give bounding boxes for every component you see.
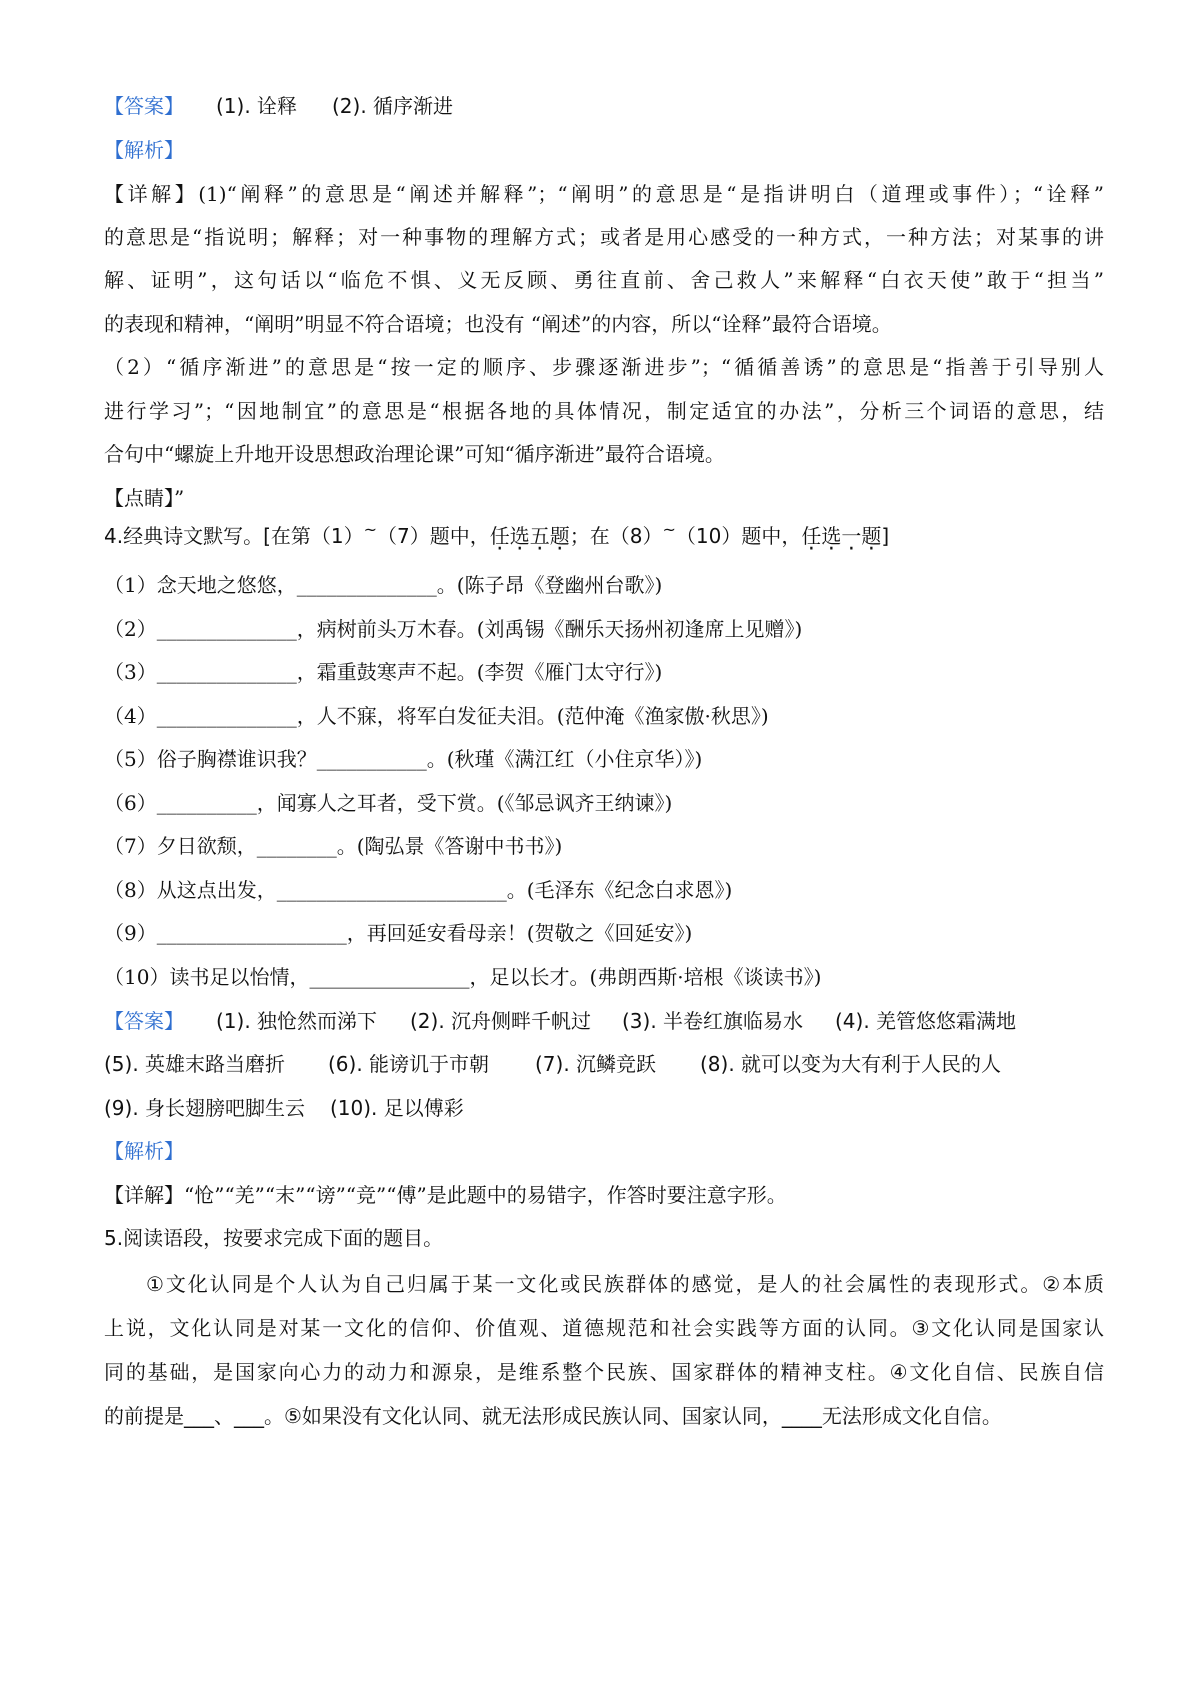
q4-answer-tag: 【答案】 [104,1009,184,1033]
q4-answer-4: (4). 羌管悠悠霜满地 [835,1009,1017,1033]
q4-answer-9: (9). 身长翅膀吧脚生云 [104,1096,306,1120]
emphasis-char: 选 [821,524,842,548]
q4-item-5: （5）俗子胸襟谁识我？___________。(秋瑾《满江红（小住京华）》) [104,747,703,771]
q4-item-1: （1）念天地之悠悠，______________。(陈子昂《登幽州台歌》) [104,573,663,597]
q4-answer-1: (1). 独怆然而涕下 [216,1009,378,1033]
q4-item-2: （2）______________，病树前头万木春。(刘禹锡《酬乐天扬州初逢席上见赠》) [104,617,803,641]
q5-paragraph-line-3: 同的基础，是国家向心力的动力和源泉，是维系整个民族、国家群体的精神支柱。④文化自信、民族自信 [104,1360,1104,1384]
q4-item-9: （9）___________________，再回延安看母亲！(贺敬之《回延安》) [104,921,693,945]
q4-tilde-2: ~ [662,520,676,539]
q3-detail-line-6: 进行学习”；“因地制宜”的意思是“根据各地的具体情况，制定适宜的办法”，分析三个词语的意思，结 [104,399,1104,423]
q4-answer-8: (8). 就可以变为大有利于人民的人 [700,1052,1002,1076]
q4-answer-10: (10). 足以傅彩 [330,1096,464,1120]
emphasis-char: 任 [801,524,822,548]
q3-answer-tag: 【答案】 [104,94,184,118]
q3-detail-line-4: 的表现和精神，“阐明”明显不符合语境；也没有 “阐述”的内容，所以“诠释”最符合语境。 [104,312,892,336]
q4-detail: 【详解】“怆”“羌”“末”“谤”“竞”“傅”是此题中的易错字，作答时要注意字形。 [104,1183,787,1207]
q3-detail-line-1: 【详解】(1)“阐释”的意思是“阐述并解释”；“阐明”的意思是“是指讲明白（道理或事件）；“诠释” [104,182,1104,206]
emphasis-char: 一 [841,524,862,548]
q4-answer-7: (7). 沉鳞竞跃 [535,1052,657,1076]
q4-title [104,522,1104,552]
q4-title-part-1: 4.经典诗文默写。[在第（1） [104,524,364,548]
q4-answer-6: (6). 能谤讥于市朝 [328,1052,490,1076]
emphasis-char: 题 [549,524,570,548]
q4-choose-one [801,524,881,548]
q4-item-3: （3）______________，霜重鼓寒声不起。(李贺《雁门太守行》) [104,660,663,684]
q4-item-6: （6）__________，闻寡人之耳者，受下赏。(《邹忌讽齐王纳谏》) [104,791,673,815]
q4-title-part-5: ] [881,524,890,548]
q3-detail-line-3: 解、证明”，这句话以“临危不惧、义无反顾、勇往直前、舍己救人”来解释“白衣天使”敢于“担当” [104,268,1104,292]
q3-analysis-tag: 【解析】 [104,138,184,162]
q4-title-part-3: ；在（8） [569,524,663,548]
q5-paragraph-line-4: 的前提是___、___。⑤如果没有文化认同、就无法形成民族认同、国家认同，____无法形成文化自信。 [104,1404,1002,1428]
q3-detail-line-2: 的意思是“指说明；解释；对一种事物的理解方式；或者是用心感受的一种方式，一种方法；对某事的讲 [104,225,1104,249]
q3-detail-line-7: 合句中“螺旋上升地开设思想政治理论课”可知“循序渐进”最符合语境。 [104,442,725,466]
q4-answer-2: (2). 沉舟侧畔千帆过 [410,1009,592,1033]
emphasis-char: 题 [861,524,882,548]
q4-item-7: （7）夕日欲颓，________。(陶弘景《答谢中书书》) [104,834,563,858]
emphasis-char: 五 [529,524,550,548]
q4-tilde-1: ~ [363,520,378,539]
emphasis-char: 任 [489,524,510,548]
q4-title-part-4: （10）题中， [675,524,802,548]
q3-answer-2: (2). 循序渐进 [332,94,454,118]
q3-point-tag: 【点睛】” [104,486,185,510]
q4-answer-5: (5). 英雄末路当磨折 [104,1052,286,1076]
q4-title-part-2: （7）题中， [377,524,490,548]
q5-paragraph-line-2: 上说，文化认同是对某一文化的信仰、价值观、道德规范和社会实践等方面的认同。③文化认同是国家认 [104,1316,1104,1340]
q5-title: 5.阅读语段，按要求完成下面的题目。 [104,1226,444,1250]
q4-item-8: （8）从这点出发，_______________________。(毛泽东《纪念白求恩》) [104,878,733,902]
q4-choose-five [490,524,570,548]
q4-analysis-tag: 【解析】 [104,1139,184,1163]
q3-answer-1: (1). 诠释 [216,94,298,118]
emphasis-char: 选 [509,524,530,548]
q4-item-4: （4）______________，人不寐，将军白发征夫泪。(范仲淹《渔家傲·秋思》) [104,704,769,728]
q5-paragraph-line-1: ①文化认同是个人认为自己归属于某一文化或民族群体的感觉，是人的社会属性的表现形式。②本质 [146,1272,1104,1296]
q3-detail-line-5: （2）“循序渐进”的意思是“按一定的顺序、步骤逐渐进步”；“循循善诱”的意思是“指善于引导别人 [104,355,1104,379]
q4-item-10: （10）读书足以怡情，________________，足以长才。(弗朗西斯·培根《谈读书》) [104,965,822,989]
q4-answer-3: (3). 半卷红旗临易水 [622,1009,804,1033]
